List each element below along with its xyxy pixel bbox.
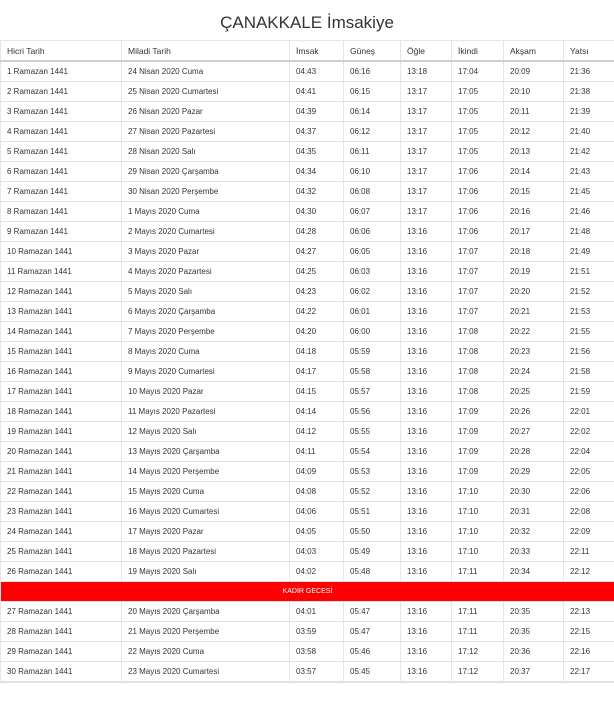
column-header-ogle: Öğle [401,41,452,62]
aksam-cell: 20:36 [504,642,564,662]
hicri-date-cell: 12 Ramazan 1441 [1,282,122,302]
imsak-cell: 04:43 [290,61,344,82]
miladi-date-cell: 13 Mayıs 2020 Çarşamba [122,442,290,462]
ikindi-cell: 17:09 [452,402,504,422]
ogle-cell: 13:17 [401,122,452,142]
miladi-date-cell: 20 Mayıs 2020 Çarşamba [122,602,290,622]
table-row [1,182,614,202]
ogle-cell: 13:16 [401,222,452,242]
imsak-cell: 04:32 [290,182,344,202]
ogle-cell: 13:16 [401,322,452,342]
ogle-cell: 13:16 [401,442,452,462]
miladi-date-cell: 10 Mayıs 2020 Pazar [122,382,290,402]
table-row [1,242,614,262]
imsak-cell: 04:18 [290,342,344,362]
imsak-cell: 04:30 [290,202,344,222]
table-row [1,542,614,562]
table-row [1,462,614,482]
aksam-cell: 20:35 [504,602,564,622]
miladi-date-cell: 6 Mayıs 2020 Çarşamba [122,302,290,322]
yatsi-cell: 22:17 [564,662,614,682]
yatsi-cell: 21:56 [564,342,614,362]
gunes-cell: 06:05 [344,242,401,262]
hicri-date-cell: 27 Ramazan 1441 [1,602,122,622]
hicri-date-cell: 5 Ramazan 1441 [1,142,122,162]
imsakiye-table [0,40,614,682]
aksam-cell: 20:35 [504,622,564,642]
yatsi-cell: 21:49 [564,242,614,262]
table-row [1,142,614,162]
ikindi-cell: 17:07 [452,262,504,282]
aksam-cell: 20:16 [504,202,564,222]
hicri-date-cell: 1 Ramazan 1441 [1,61,122,82]
miladi-date-cell: 8 Mayıs 2020 Cuma [122,342,290,362]
table-row [1,162,614,182]
table-row [1,82,614,102]
miladi-date-cell: 2 Mayıs 2020 Cumartesi [122,222,290,242]
ikindi-cell: 17:06 [452,222,504,242]
aksam-cell: 20:23 [504,342,564,362]
imsak-cell: 04:08 [290,482,344,502]
aksam-cell: 20:15 [504,182,564,202]
imsak-cell: 04:22 [290,302,344,322]
yatsi-cell: 22:05 [564,462,614,482]
yatsi-cell: 21:36 [564,61,614,82]
table-row [1,442,614,462]
gunes-cell: 06:06 [344,222,401,242]
ogle-cell: 13:16 [401,342,452,362]
ikindi-cell: 17:05 [452,82,504,102]
imsak-cell: 04:02 [290,562,344,582]
table-row [1,662,614,682]
miladi-date-cell: 3 Mayıs 2020 Pazar [122,242,290,262]
imsak-cell: 04:03 [290,542,344,562]
gunes-cell: 05:48 [344,562,401,582]
yatsi-cell: 21:46 [564,202,614,222]
imsak-cell: 04:27 [290,242,344,262]
miladi-date-cell: 30 Nisan 2020 Perşembe [122,182,290,202]
ogle-cell: 13:16 [401,502,452,522]
imsak-cell: 04:20 [290,322,344,342]
aksam-cell: 20:25 [504,382,564,402]
yatsi-cell: 21:43 [564,162,614,182]
aksam-cell: 20:20 [504,282,564,302]
miladi-date-cell: 25 Nisan 2020 Cumartesi [122,82,290,102]
miladi-date-cell: 11 Mayıs 2020 Pazartesi [122,402,290,422]
yatsi-cell: 21:45 [564,182,614,202]
ogle-cell: 13:16 [401,622,452,642]
ogle-cell: 13:16 [401,382,452,402]
miladi-date-cell: 4 Mayıs 2020 Pazartesi [122,262,290,282]
gunes-cell: 06:08 [344,182,401,202]
ikindi-cell: 17:08 [452,342,504,362]
ikindi-cell: 17:11 [452,622,504,642]
ikindi-cell: 17:10 [452,502,504,522]
miladi-date-cell: 17 Mayıs 2020 Pazar [122,522,290,542]
yatsi-cell: 21:42 [564,142,614,162]
table-row [1,102,614,122]
ogle-cell: 13:16 [401,602,452,622]
gunes-cell: 06:16 [344,61,401,82]
table-row [1,602,614,622]
aksam-cell: 20:28 [504,442,564,462]
table-row [1,402,614,422]
hicri-date-cell: 9 Ramazan 1441 [1,222,122,242]
table-row [1,362,614,382]
gunes-cell: 05:46 [344,642,401,662]
imsak-cell: 04:41 [290,82,344,102]
yatsi-cell: 22:08 [564,502,614,522]
yatsi-cell: 22:11 [564,542,614,562]
miladi-date-cell: 24 Nisan 2020 Cuma [122,61,290,82]
ikindi-cell: 17:07 [452,302,504,322]
hicri-date-cell: 11 Ramazan 1441 [1,262,122,282]
column-header-aksam: Akşam [504,41,564,62]
yatsi-cell: 21:59 [564,382,614,402]
imsak-cell: 04:01 [290,602,344,622]
imsak-cell: 04:28 [290,222,344,242]
page-title: ÇANAKKALE İmsakiye [0,0,614,40]
hicri-date-cell: 18 Ramazan 1441 [1,402,122,422]
hicri-date-cell: 25 Ramazan 1441 [1,542,122,562]
ikindi-cell: 17:10 [452,542,504,562]
yatsi-cell: 21:40 [564,122,614,142]
aksam-cell: 20:29 [504,462,564,482]
ikindi-cell: 17:07 [452,242,504,262]
imsak-cell: 04:09 [290,462,344,482]
yatsi-cell: 22:04 [564,442,614,462]
table-row [1,322,614,342]
aksam-cell: 20:21 [504,302,564,322]
ogle-cell: 13:16 [401,422,452,442]
yatsi-cell: 21:38 [564,82,614,102]
ogle-cell: 13:17 [401,202,452,222]
ogle-cell: 13:16 [401,262,452,282]
imsak-cell: 04:17 [290,362,344,382]
ikindi-cell: 17:08 [452,362,504,382]
gunes-cell: 06:12 [344,122,401,142]
miladi-date-cell: 18 Mayıs 2020 Pazartesi [122,542,290,562]
gunes-cell: 05:51 [344,502,401,522]
ikindi-cell: 17:11 [452,602,504,622]
hicri-date-cell: 29 Ramazan 1441 [1,642,122,662]
hicri-date-cell: 21 Ramazan 1441 [1,462,122,482]
special-row-group [1,582,614,602]
ogle-cell: 13:16 [401,282,452,302]
hicri-date-cell: 30 Ramazan 1441 [1,662,122,682]
miladi-date-cell: 26 Nisan 2020 Pazar [122,102,290,122]
ikindi-cell: 17:05 [452,122,504,142]
miladi-date-cell: 27 Nisan 2020 Pazartesi [122,122,290,142]
imsak-cell: 04:11 [290,442,344,462]
yatsi-cell: 22:12 [564,562,614,582]
yatsi-cell: 22:06 [564,482,614,502]
aksam-cell: 20:12 [504,122,564,142]
table-row [1,302,614,322]
ikindi-cell: 17:12 [452,642,504,662]
table-row [1,422,614,442]
aksam-cell: 20:13 [504,142,564,162]
hicri-date-cell: 15 Ramazan 1441 [1,342,122,362]
gunes-cell: 05:47 [344,622,401,642]
table-row [1,61,614,82]
yatsi-cell: 21:52 [564,282,614,302]
hicri-date-cell: 20 Ramazan 1441 [1,442,122,462]
ogle-cell: 13:16 [401,522,452,542]
hicri-date-cell: 7 Ramazan 1441 [1,182,122,202]
gunes-cell: 05:50 [344,522,401,542]
miladi-date-cell: 28 Nisan 2020 Salı [122,142,290,162]
aksam-cell: 20:37 [504,662,564,682]
hicri-date-cell: 8 Ramazan 1441 [1,202,122,222]
gunes-cell: 06:01 [344,302,401,322]
ogle-cell: 13:16 [401,642,452,662]
gunes-cell: 05:57 [344,382,401,402]
aksam-cell: 20:18 [504,242,564,262]
table-row [1,382,614,402]
table-row [1,562,614,582]
ikindi-cell: 17:09 [452,462,504,482]
imsak-cell: 04:15 [290,382,344,402]
miladi-date-cell: 1 Mayıs 2020 Cuma [122,202,290,222]
yatsi-cell: 22:01 [564,402,614,422]
ikindi-cell: 17:08 [452,322,504,342]
gunes-cell: 05:53 [344,462,401,482]
yatsi-cell: 22:15 [564,622,614,642]
table-row [1,502,614,522]
table-row [1,342,614,362]
gunes-cell: 06:15 [344,82,401,102]
imsak-cell: 04:05 [290,522,344,542]
gunes-cell: 06:10 [344,162,401,182]
ogle-cell: 13:17 [401,182,452,202]
hicri-date-cell: 22 Ramazan 1441 [1,482,122,502]
ikindi-cell: 17:06 [452,202,504,222]
column-header-hicri: Hicri Tarih [1,41,122,62]
imsak-cell: 04:14 [290,402,344,422]
yatsi-cell: 22:02 [564,422,614,442]
ogle-cell: 13:16 [401,562,452,582]
ikindi-cell: 17:08 [452,382,504,402]
ogle-cell: 13:16 [401,482,452,502]
miladi-date-cell: 29 Nisan 2020 Çarşamba [122,162,290,182]
hicri-date-cell: 14 Ramazan 1441 [1,322,122,342]
ikindi-cell: 17:10 [452,522,504,542]
aksam-cell: 20:30 [504,482,564,502]
ogle-cell: 13:17 [401,82,452,102]
ikindi-cell: 17:06 [452,162,504,182]
imsak-cell: 04:23 [290,282,344,302]
aksam-cell: 20:33 [504,542,564,562]
miladi-date-cell: 22 Mayıs 2020 Cuma [122,642,290,662]
aksam-cell: 20:11 [504,102,564,122]
gunes-cell: 06:00 [344,322,401,342]
gunes-cell: 05:52 [344,482,401,502]
aksam-cell: 20:14 [504,162,564,182]
table-row [1,282,614,302]
yatsi-cell: 22:09 [564,522,614,542]
aksam-cell: 20:32 [504,522,564,542]
gunes-cell: 06:14 [344,102,401,122]
ikindi-cell: 17:09 [452,422,504,442]
aksam-cell: 20:34 [504,562,564,582]
ogle-cell: 13:16 [401,302,452,322]
hicri-date-cell: 4 Ramazan 1441 [1,122,122,142]
table-row [1,482,614,502]
table-row [1,122,614,142]
ikindi-cell: 17:11 [452,562,504,582]
miladi-date-cell: 14 Mayıs 2020 Perşembe [122,462,290,482]
table-body-after [1,602,614,682]
ogle-cell: 13:17 [401,102,452,122]
yatsi-cell: 21:53 [564,302,614,322]
gunes-cell: 05:55 [344,422,401,442]
hicri-date-cell: 28 Ramazan 1441 [1,622,122,642]
table-row [1,642,614,662]
aksam-cell: 20:22 [504,322,564,342]
gunes-cell: 06:11 [344,142,401,162]
yatsi-cell: 21:51 [564,262,614,282]
miladi-date-cell: 7 Mayıs 2020 Perşembe [122,322,290,342]
imsak-cell: 03:59 [290,622,344,642]
imsak-cell: 03:57 [290,662,344,682]
table-row [1,202,614,222]
ogle-cell: 13:16 [401,542,452,562]
column-header-ikindi: İkindi [452,41,504,62]
table-header-row [1,41,614,62]
miladi-date-cell: 15 Mayıs 2020 Cuma [122,482,290,502]
yatsi-cell: 21:55 [564,322,614,342]
hicri-date-cell: 13 Ramazan 1441 [1,302,122,322]
aksam-cell: 20:10 [504,82,564,102]
special-row-kadir-gecesi [1,582,614,602]
imsak-cell: 03:58 [290,642,344,662]
yatsi-cell: 21:39 [564,102,614,122]
gunes-cell: 06:02 [344,282,401,302]
aksam-cell: 20:17 [504,222,564,242]
imsak-cell: 04:37 [290,122,344,142]
ogle-cell: 13:16 [401,242,452,262]
table-body-before [1,61,614,582]
special-row-label: KADİR GECESİ [1,582,614,602]
table-row [1,622,614,642]
aksam-cell: 20:24 [504,362,564,382]
gunes-cell: 05:49 [344,542,401,562]
ikindi-cell: 17:05 [452,102,504,122]
hicri-date-cell: 26 Ramazan 1441 [1,562,122,582]
imsak-cell: 04:12 [290,422,344,442]
gunes-cell: 05:59 [344,342,401,362]
aksam-cell: 20:31 [504,502,564,522]
ogle-cell: 13:17 [401,142,452,162]
gunes-cell: 05:45 [344,662,401,682]
aksam-cell: 20:26 [504,402,564,422]
aksam-cell: 20:27 [504,422,564,442]
hicri-date-cell: 23 Ramazan 1441 [1,502,122,522]
ikindi-cell: 17:10 [452,482,504,502]
yatsi-cell: 21:48 [564,222,614,242]
ikindi-cell: 17:09 [452,442,504,462]
gunes-cell: 05:58 [344,362,401,382]
yatsi-cell: 21:58 [564,362,614,382]
yatsi-cell: 22:16 [564,642,614,662]
gunes-cell: 05:56 [344,402,401,422]
gunes-cell: 05:54 [344,442,401,462]
hicri-date-cell: 10 Ramazan 1441 [1,242,122,262]
miladi-date-cell: 21 Mayıs 2020 Perşembe [122,622,290,642]
yatsi-cell: 22:13 [564,602,614,622]
column-header-yatsi: Yatsı [564,41,614,62]
column-header-miladi: Miladi Tarih [122,41,290,62]
imsak-cell: 04:34 [290,162,344,182]
miladi-date-cell: 12 Mayıs 2020 Salı [122,422,290,442]
hicri-date-cell: 2 Ramazan 1441 [1,82,122,102]
hicri-date-cell: 6 Ramazan 1441 [1,162,122,182]
hicri-date-cell: 19 Ramazan 1441 [1,422,122,442]
column-header-gunes: Güneş [344,41,401,62]
ogle-cell: 13:18 [401,61,452,82]
hicri-date-cell: 24 Ramazan 1441 [1,522,122,542]
table-row [1,222,614,242]
miladi-date-cell: 16 Mayıs 2020 Cumartesi [122,502,290,522]
ogle-cell: 13:16 [401,402,452,422]
miladi-date-cell: 23 Mayıs 2020 Cumartesi [122,662,290,682]
column-header-imsak: İmsak [290,41,344,62]
hicri-date-cell: 16 Ramazan 1441 [1,362,122,382]
imsak-cell: 04:25 [290,262,344,282]
hicri-date-cell: 17 Ramazan 1441 [1,382,122,402]
table-row [1,522,614,542]
ikindi-cell: 17:04 [452,61,504,82]
aksam-cell: 20:09 [504,61,564,82]
ikindi-cell: 17:05 [452,142,504,162]
miladi-date-cell: 5 Mayıs 2020 Salı [122,282,290,302]
table-row [1,262,614,282]
imsak-cell: 04:35 [290,142,344,162]
gunes-cell: 06:03 [344,262,401,282]
imsak-cell: 04:39 [290,102,344,122]
aksam-cell: 20:19 [504,262,564,282]
hicri-date-cell: 3 Ramazan 1441 [1,102,122,122]
gunes-cell: 05:47 [344,602,401,622]
gunes-cell: 06:07 [344,202,401,222]
ikindi-cell: 17:06 [452,182,504,202]
ogle-cell: 13:17 [401,162,452,182]
ikindi-cell: 17:12 [452,662,504,682]
miladi-date-cell: 19 Mayıs 2020 Salı [122,562,290,582]
ikindi-cell: 17:07 [452,282,504,302]
ogle-cell: 13:16 [401,362,452,382]
miladi-date-cell: 9 Mayıs 2020 Cumartesi [122,362,290,382]
ogle-cell: 13:16 [401,462,452,482]
imsak-cell: 04:06 [290,502,344,522]
ogle-cell: 13:16 [401,662,452,682]
